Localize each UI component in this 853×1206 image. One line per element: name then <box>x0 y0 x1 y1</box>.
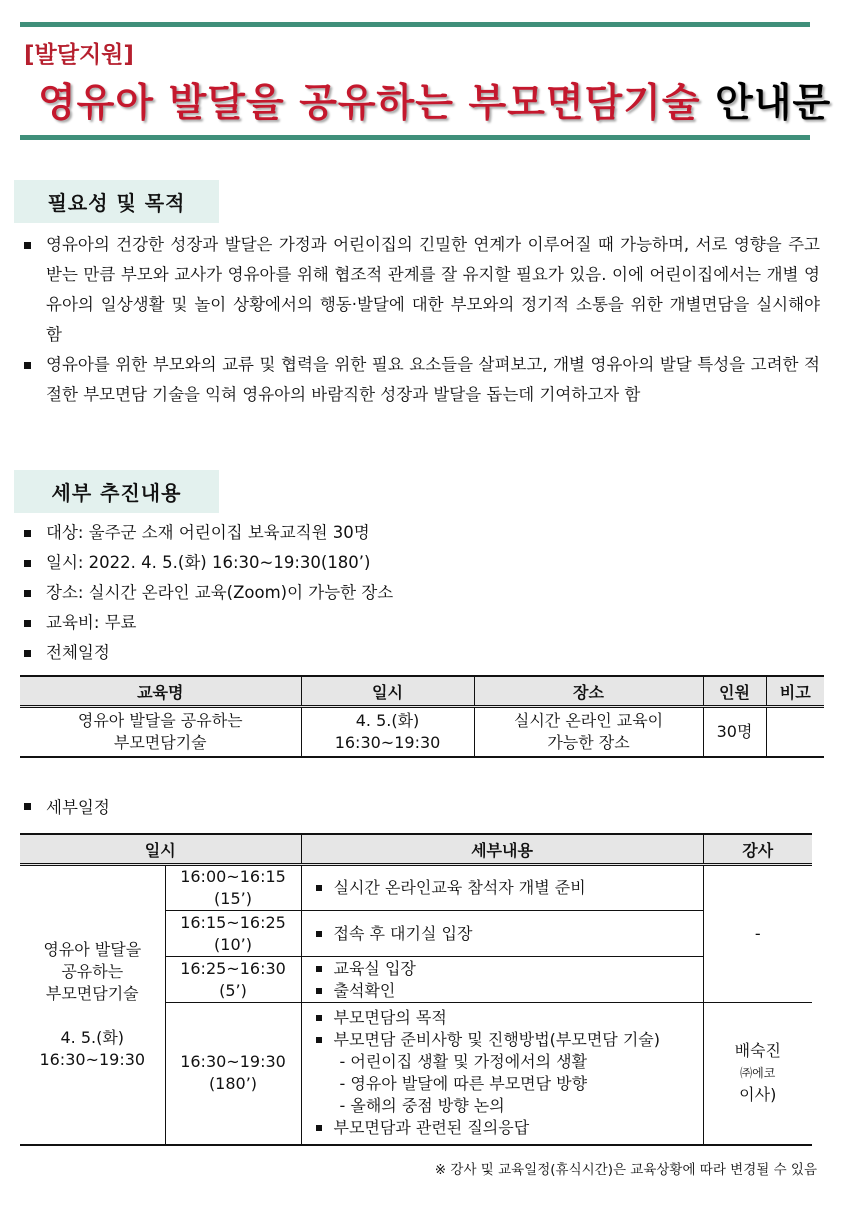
table-header-row <box>20 834 812 865</box>
content-item: 부모면담 준비사항 및 진행방법(부모면담 기술) <box>314 1029 703 1051</box>
content-item: 부모면담의 목적 <box>314 1007 703 1029</box>
instructor-name: 배숙진 <box>734 1041 781 1061</box>
col-header-place: 장소 <box>474 676 703 707</box>
table-header-row <box>20 676 824 707</box>
footnote: ※ 강사 및 교육일정(휴식시간)은 교육상황에 따라 변경될 수 있음 <box>434 1162 817 1178</box>
col-header-count: 인원 <box>703 676 766 707</box>
table-row <box>20 707 824 758</box>
session-title-line3: 부모면담기술 <box>45 983 139 1003</box>
duration: (10’) <box>214 934 252 954</box>
section-heading-purpose: 필요성 및 목적 <box>14 180 219 223</box>
purpose-item-2: 영유아를 위한 부모와의 교류 및 협력을 위한 필요 요소들을 살펴보고, 개별 영유아의 발달 특성을 고려한 적절한 부모면담 기술을 익혀 영유아의 바람직한 성장과 발달을 돕는데 기여하고자 함 <box>20 350 820 410</box>
instructor-org: ㈜에코 <box>740 1066 776 1081</box>
col-header-instructor: 강사 <box>703 834 812 865</box>
col-header-name: 교육명 <box>20 676 301 707</box>
section-heading-details: 세부 추진내용 <box>14 470 219 513</box>
session-title-line1: 영유아 발달을 <box>43 939 142 959</box>
cell-name-line2: 부모면담기술 <box>113 733 207 752</box>
content-cell <box>301 957 703 1003</box>
time-cell <box>165 865 301 911</box>
detail-overall-label: 전체일정 <box>20 638 820 668</box>
purpose-item-1: 영유아의 건강한 성장과 발달은 가정과 어린이집의 긴밀한 연계가 이루어질 때 가능하며, 서로 영향을 주고받는 만큼 부모와 교사가 영유아를 위해 협조적 관계를 잘 유지할 필요가 있음. 이에 어린이집에서는 개별 영유아의 일상생활 및 놀이 상황에서의 행동·발달에 대한 부모와의 정기적 소통을 위한 개별면담을 실시해야 함 <box>20 230 820 350</box>
content-item: 교육실 입장 <box>314 958 703 980</box>
content-item: 접속 후 대기실 입장 <box>314 923 703 945</box>
content-cell <box>301 865 703 911</box>
content-subitem: - 올해의 중점 방향 논의 <box>339 1096 505 1116</box>
content-cell <box>301 911 703 957</box>
duration: (180’) <box>208 1074 258 1094</box>
content-subitem: - 영유아 발달에 따른 부모면담 방향 <box>339 1074 588 1094</box>
cell-date <box>301 707 474 758</box>
cell-place <box>474 707 703 758</box>
top-divider <box>20 22 810 27</box>
cell-place-line1: 실시간 온라인 교육이 <box>513 711 664 730</box>
col-header-date: 일시 <box>301 676 474 707</box>
detail-place: 장소: 실시간 온라인 교육(Zoom)이 가능한 장소 <box>20 578 820 608</box>
session-title-line2: 공유하는 <box>61 961 124 981</box>
category-tag: [발달지원] <box>24 42 134 68</box>
cell-place-line2: 가능한 장소 <box>547 733 630 752</box>
content-item: 실시간 온라인교육 참석자 개별 준비 <box>314 877 703 899</box>
col-header-content: 세부내용 <box>301 834 703 865</box>
cell-name-line1: 영유아 발달을 공유하는 <box>77 711 243 730</box>
col-header-note: 비고 <box>766 676 824 707</box>
detail-schedule-table <box>20 833 812 1146</box>
duration: (15’) <box>214 889 252 908</box>
cell-name <box>20 707 301 758</box>
bottom-divider <box>20 135 810 140</box>
cell-note <box>766 707 824 758</box>
instructor-cell-empty: - <box>703 865 812 1003</box>
title-main: 영유아 발달을 공유하는 부모면담기술 <box>38 81 701 126</box>
col-header-datetime: 일시 <box>20 834 301 865</box>
detail-schedule-label: 세부일정 <box>20 794 110 818</box>
content-cell <box>301 1003 703 1145</box>
time-range: 16:00~16:15 <box>180 867 286 886</box>
time-range: 16:30~19:30 <box>180 1052 286 1072</box>
title-suffix: 안내문 <box>715 81 832 126</box>
content-item: 부모면담과 관련된 질의응답 <box>314 1117 703 1139</box>
content-item: 출석확인 <box>314 980 703 1002</box>
cell-date-line1: 4. 5.(화) <box>355 711 420 730</box>
instructor-cell <box>703 1003 812 1145</box>
table-row <box>20 865 812 911</box>
session-date: 4. 5.(화) <box>60 1027 125 1047</box>
instructor-title: 이사) <box>739 1085 777 1105</box>
session-title-cell <box>20 865 165 1145</box>
detail-datetime: 일시: 2022. 4. 5.(화) 16:30~19:30(180’) <box>20 548 820 578</box>
overall-schedule-table <box>20 675 824 758</box>
duration: (5’) <box>219 980 247 1000</box>
page-title <box>38 72 831 128</box>
purpose-list <box>20 230 820 410</box>
detail-target: 대상: 울주군 소재 어린이집 보육교직원 30명 <box>20 518 820 548</box>
time-cell <box>165 957 301 1003</box>
time-range: 16:15~16:25 <box>180 912 286 932</box>
details-list <box>20 518 820 668</box>
content-subitem: - 어린이집 생활 및 가정에서의 생활 <box>339 1052 588 1072</box>
detail-fee: 교육비: 무료 <box>20 608 820 638</box>
cell-date-line2: 16:30~19:30 <box>334 733 441 752</box>
time-range: 16:25~16:30 <box>180 958 286 978</box>
cell-count: 30명 <box>703 707 766 758</box>
time-cell <box>165 911 301 957</box>
session-time: 16:30~19:30 <box>39 1049 146 1069</box>
time-cell <box>165 1003 301 1145</box>
